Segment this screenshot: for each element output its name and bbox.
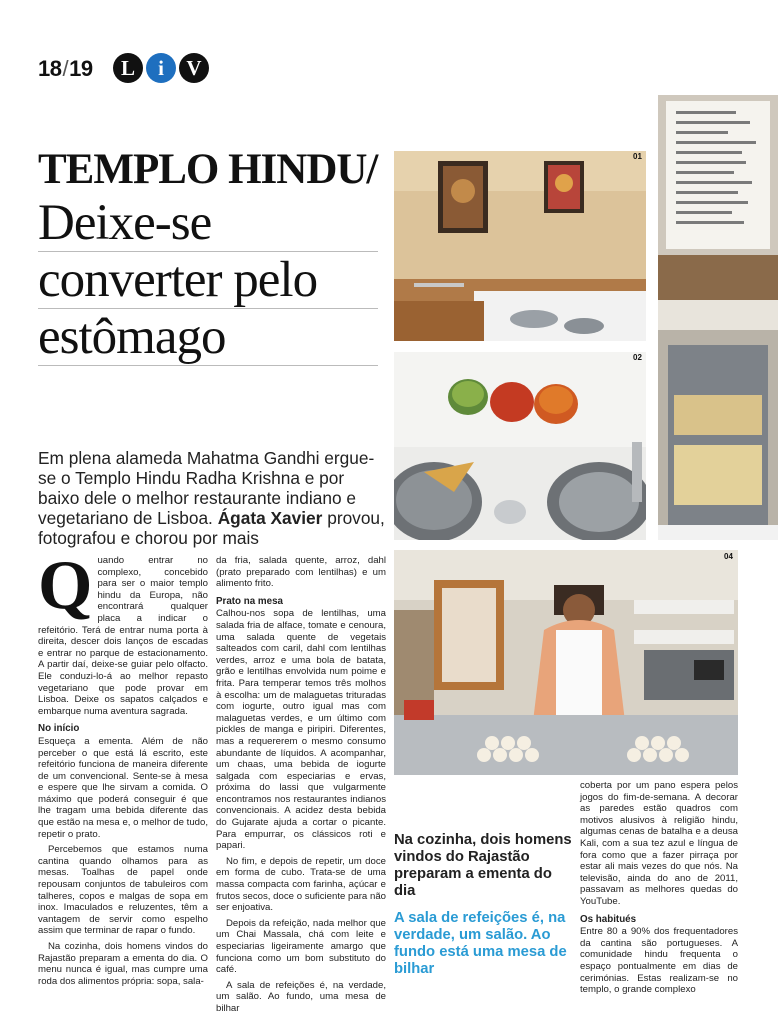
caption-secondary: A sala de refeições é, na verdade, um salão. Ao fundo está uma mesa de bilhar: [394, 910, 567, 977]
photo-label: 01: [633, 152, 642, 161]
subheading: Os habitués: [580, 913, 637, 925]
paragraph: Calhou-nos sopa de lentilhas, uma salada fria de alface, tomate e cenoura, uma salada quente de vegetais salteados com caril, dahl com lentilhas verdes, arroz e uma bola de batata, grão e lentilhas envolvida num poime e frita. Para temperar temos três molhos à escolha: um de malaguetas trituradas com iogurte, outro igual mas com malaguetas verdes, e um último com pickles de manga e piripiri. Diferentes, mas a requererem o mesmo consumo abundante de líquidos. A acompanhar, um chaas, uma bebida de iogurte salgada com especiarias e ervas, próxima do lassi que vulgarmente encontramos nos restaurantes indianos convencionais. A acidez desta bebida do Gujarate ajuda a cortar o picante. Para empurrar, os clássicos roti e papari.: [216, 608, 386, 852]
article-lead: [38, 448, 390, 548]
paragraph: da fria, salada quente, arroz, dahl (prato preparado com lentilhas) e um alimento frito.: [216, 555, 386, 590]
subheading: Prato na mesa: [216, 595, 283, 607]
title-line: converter pelo: [38, 252, 378, 309]
magazine-logo: [113, 53, 209, 83]
caption-primary: Na cozinha, dois homens vindos do Rajastão preparam a ementa do dia: [394, 832, 572, 899]
lead-text: Em plena alameda Mahatma Gandhi ergue-se o Templo Hindu Radha Krishna e por baixo dele o melhor restaurante indiano e vegetariano de Lisboa.: [38, 448, 375, 528]
photo-chef-kitchen: [394, 550, 738, 775]
photo-label: 02: [633, 353, 642, 362]
photo-dining-wall: [394, 151, 646, 341]
title-line: estômago: [38, 309, 378, 366]
paragraph: Esqueça a ementa. Além de não perceber o que está lá escrito, este refeitório funciona de maneira diferente de um convencional. Sente-se à mesa e espere que lhe sirvam a comida. O máximo que poderá conseguir é que lhe tragam uma bebida diferente das que estão na mesa e, o melhor de tudo, repetir o prato.: [38, 735, 208, 840]
article-title: [38, 195, 378, 366]
body-column-4: [580, 780, 738, 1000]
paragraph: No fim, e depois de repetir, um doce em forma de cubo. Trata-se de uma massa compacta com farinha, açúcar e frutos secos, doce o suficiente para não ser enjoativa.: [216, 855, 386, 914]
body-column-1: [38, 547, 208, 991]
lead-tail-text: provou, fotografou e chorou por mais: [38, 508, 385, 548]
paragraph: Entre 80 a 90% dos frequentadores da cantina são portugueses. A comunidade hindu frequenta o espaço pontualmente em dias de cerimónias. Estas realizam-se no templo, o grande complexo: [580, 926, 738, 996]
page-right-number: 19: [69, 56, 93, 81]
page-left-number: 18: [38, 56, 62, 81]
paragraph: Percebemos que estamos numa cantina quando olhamos para as mesas. Toalhas de papel onde repousam conjuntos de tabuleiros com talheres, copos e malgas de sopa em inox. Imaculados e reluzentes, têm a vantagem de servir como espelho assim que terminar de rapar o fundo.: [38, 844, 208, 937]
drop-cap: Q: [38, 547, 93, 624]
paragraph: Na cozinha, dois homens vindos do Rajastão preparam a ementa do dia. O menu nunca é igual, mas cumpre uma roda dos alimentos própria: sopa, sala-: [38, 941, 208, 987]
paragraph: Depois da refeição, nada melhor que um Chai Massala, chá com leite e especiarias ligeiramente amargo que funciona como um bom substituto do café.: [216, 917, 386, 976]
photo-menu-board: [658, 95, 778, 540]
photo-sauces-table: [394, 352, 646, 540]
logo-letter-l: L: [113, 53, 143, 83]
body-column-2: [216, 555, 386, 1019]
subheading: No início: [38, 723, 80, 735]
paragraph: A sala de refeições é, na verdade, um salão. Ao fundo, uma mesa de bilhar: [216, 979, 386, 1014]
paragraph: uando entrar no complexo, concebido para ser o maior templo hindu da Europa, não encontrará qualquer placa a indicar o refeitório. Terá de entrar numa porta à direita, descer dois lanços de escadas e entrar no parque de estacionamento. A partir daí, deixe-se guiar pelo olfacto. Ele conduzi-lo-á ao melhor repasto vegetariano que pode provar em Lisboa. Deixe os sapatos calçados e embarque numa aventura sagrada.: [38, 555, 208, 717]
photo-caption: [394, 832, 572, 978]
article-kicker: TEMPLO HINDU/: [38, 146, 378, 193]
photo-label: 04: [724, 552, 733, 561]
logo-letter-v: V: [179, 53, 209, 83]
logo-letter-i: i: [146, 53, 176, 83]
title-line: Deixe-se: [38, 195, 378, 252]
page-number: 18/19: [38, 56, 93, 81]
paragraph: coberta por um pano espera pelos jogos do fim-de-semana. A decorar as paredes estão quadros com motivos alusivos à religião hindu, algumas cenas de batalha e a deusa Kali, com a sua tez azul e língua de fora como que a fazer pirraça por estar ali mais vezes do que nós. Na televisão, ainda do ano de 2011, passavam as melhores quedas do YouTube.: [580, 780, 738, 907]
author-name: Ágata Xavier: [217, 508, 323, 528]
